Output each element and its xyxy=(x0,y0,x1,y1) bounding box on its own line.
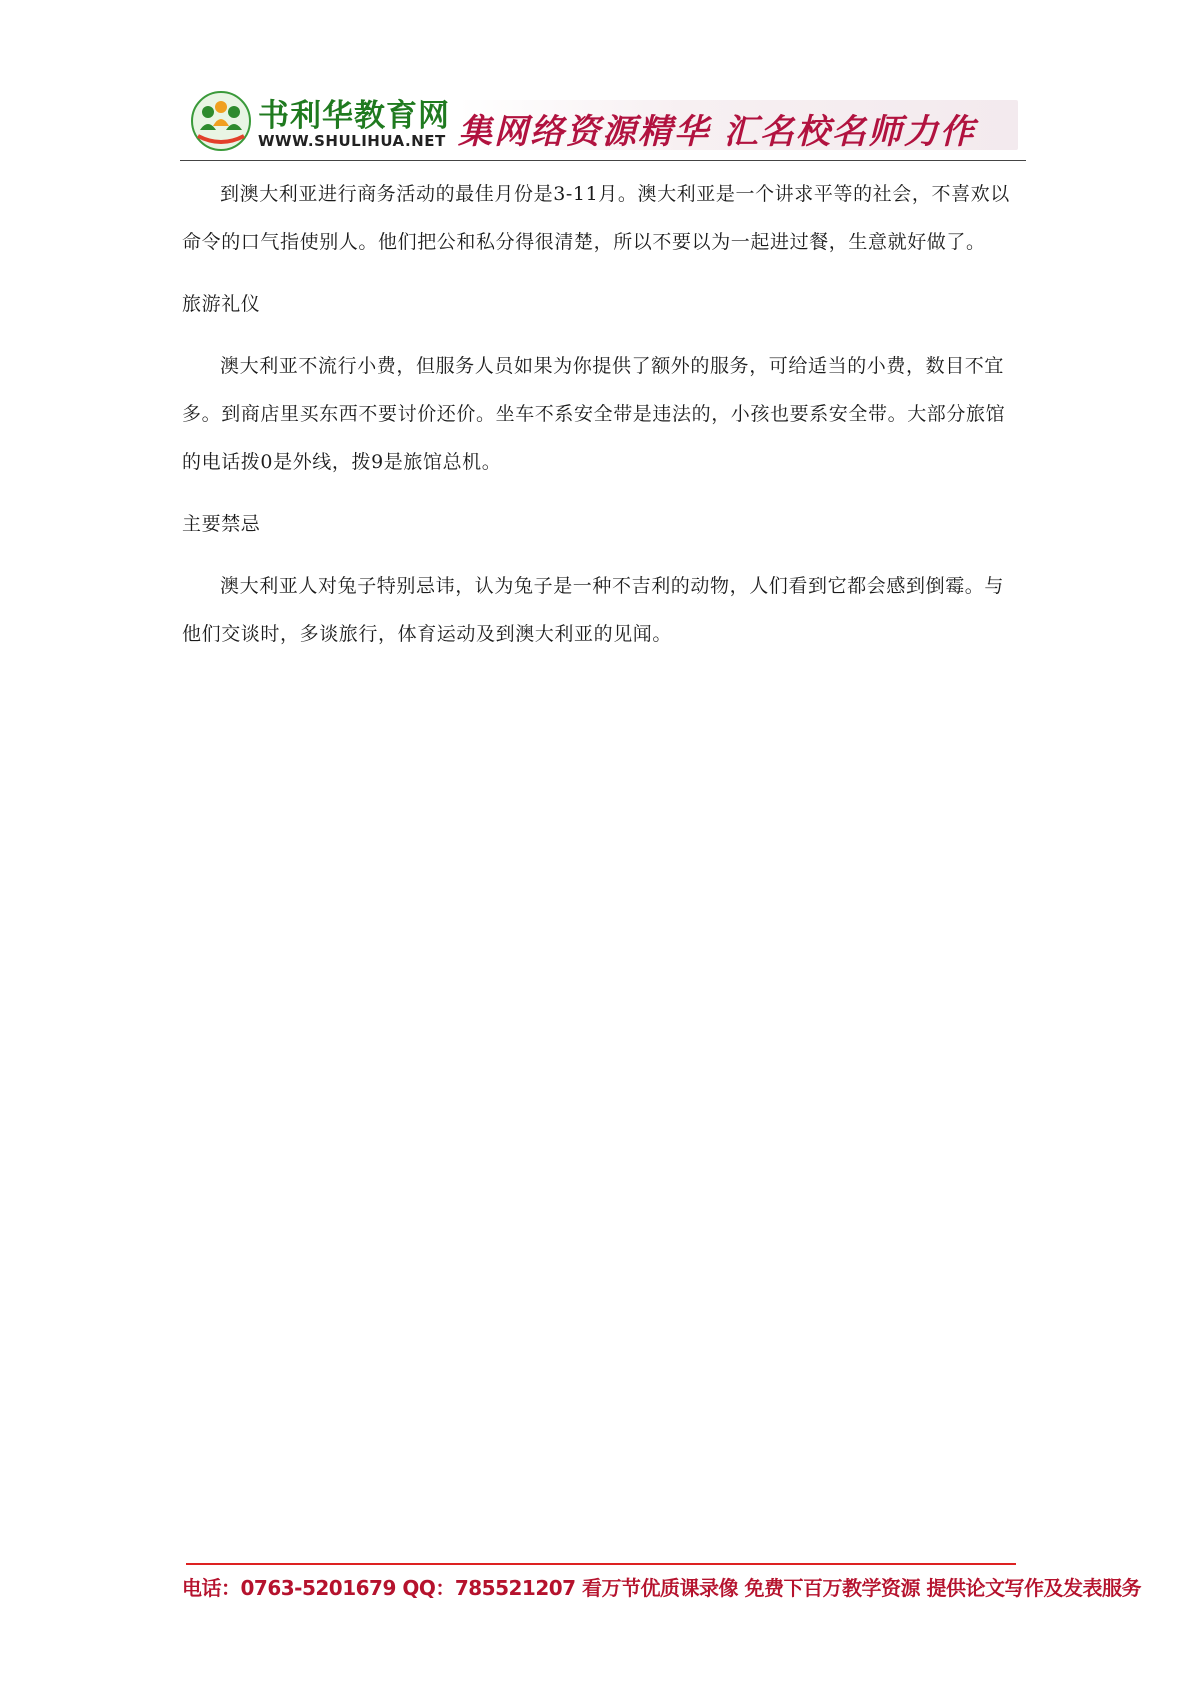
header-slogan xyxy=(458,100,1018,150)
footer-contact: 电话：0763-5201679 QQ：785521207 看万节优质课录像 免费下百万教学资源 提供论文写作及发表服务 xyxy=(182,1576,1141,1600)
brand-url: WWW.SHULIHUA.NET xyxy=(258,132,446,150)
paragraph-travel: 澳大利亚不流行小费，但服务人员如果为你提供了额外的服务，可给适当的小费，数目不宜多。到商店里买东西不要讨价还价。坐车不系安全带是违法的，小孩也要系安全带。大部分旅馆的电话拨0是外线，拨9是旅馆总机。 xyxy=(182,355,1006,473)
paragraph-taboos: 澳大利亚人对兔子特别忌讳，认为兔子是一种不吉利的动物，人们看到它都会感到倒霉。与他们交谈时，多谈旅行，体育运动及到澳大利亚的见闻。 xyxy=(182,575,1005,645)
document-body xyxy=(182,170,1022,658)
header-divider xyxy=(180,160,1026,161)
site-header xyxy=(180,84,1026,158)
site-logo xyxy=(180,84,450,156)
paragraph-business: 到澳大利亚进行商务活动的最佳月份是3-11月。澳大利亚是一个讲求平等的社会，不喜欢以命令的口气指使别人。他们把公和私分得很清楚，所以不要以为一起进过餐，生意就好做了。 xyxy=(182,183,1010,253)
heading-travel-etiquette: 旅游礼仪 xyxy=(182,293,261,315)
people-emblem-icon xyxy=(190,90,252,152)
brand-name: 书利华教育网 xyxy=(258,98,450,134)
heading-taboos: 主要禁忌 xyxy=(182,513,261,535)
slogan-text: 集网络资源精华 汇名校名师力作 xyxy=(458,112,976,152)
footer-divider xyxy=(186,1563,1016,1565)
